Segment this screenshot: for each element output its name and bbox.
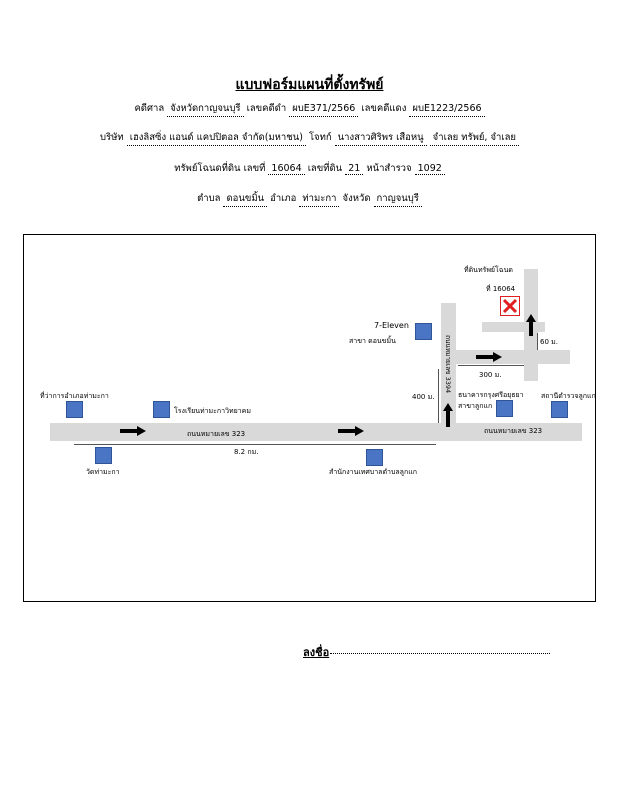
- dist-300-label: 300 ม.: [479, 371, 502, 379]
- dist-60-label: 60 ม.: [540, 338, 558, 346]
- dist-60-line: [537, 333, 538, 350]
- district-value: ท่ามะกา: [299, 191, 339, 207]
- company-value: เฮงลิสซิ่ง แอนด์ แคปปิตอล จำกัด(มหาชน): [127, 130, 306, 146]
- land-no-label: เลขที่ดิน: [307, 163, 343, 174]
- court-label: คดีศาล: [134, 103, 165, 114]
- arrow-right-icon: [120, 426, 146, 436]
- header-line-4: [0, 191, 619, 207]
- arrow-up-icon: [443, 403, 453, 427]
- arrow-right-icon: [476, 352, 502, 362]
- district-label: อำเภอ: [270, 193, 297, 204]
- signature-field[interactable]: [330, 653, 550, 654]
- deed-value: 16064: [268, 163, 304, 175]
- defendant-value: นางสาวศิริพร เสือหนู: [335, 130, 427, 146]
- page-title: แบบฟอร์มแผนที่ตั้งทรัพย์: [235, 77, 384, 93]
- arrow-right-icon: [338, 426, 364, 436]
- header-line-3: [0, 161, 619, 176]
- side-road: [456, 350, 570, 364]
- defendant-suffix: จำเลย ทรัพย์, จำเลย: [430, 130, 519, 146]
- district-office-icon: [66, 401, 83, 418]
- temple-label: วัดท่ามะกา: [86, 468, 120, 476]
- dist-8-2-label: 8.2 กม.: [234, 448, 259, 456]
- seven-eleven-icon: [415, 323, 432, 340]
- court-value: จังหวัดกาญจนบุรี: [167, 101, 243, 117]
- dist-400-line: [438, 369, 439, 423]
- dist-400-label: 400 ม.: [412, 393, 435, 401]
- krungsri-bank-label: ธนาคารกรุงศรีอยุธยา: [458, 391, 524, 399]
- school-icon: [153, 401, 170, 418]
- black-case-value: ผบE371/2566: [289, 101, 358, 117]
- location-map: [23, 234, 596, 602]
- province-label: จังหวัด: [342, 193, 371, 204]
- road-323-left-label: ถนนหมายเลข 323: [187, 430, 246, 438]
- black-case-label: เลขคดีดำ: [246, 103, 287, 114]
- road-323-right-label: ถนนหมายเลข 323: [484, 427, 543, 435]
- krungsri-branch-label: สาขาลูกแก: [458, 402, 493, 410]
- survey-label: หน้าสำรวจ: [366, 163, 412, 174]
- land-no-value: 21: [345, 163, 363, 175]
- subdistrict-label: ตำบล: [197, 193, 221, 204]
- seven-eleven-branch: สาขา ดอนขมิ้น: [349, 337, 396, 345]
- property-label: ที่ดินทรัพย์โฉนด: [464, 266, 513, 274]
- seven-eleven-label: 7-Eleven: [374, 321, 409, 330]
- signature-label: ลงชื่อ: [303, 646, 330, 659]
- dist-8-2-line: [74, 444, 436, 445]
- school-label: โรงเรียนท่ามะกาวิทยาคม: [174, 407, 251, 415]
- temple-icon: [95, 447, 112, 464]
- property-marker-icon: [500, 296, 520, 316]
- company-label: บริษัท: [100, 132, 124, 143]
- police-station-icon: [551, 401, 568, 418]
- police-station-label: สถานีตำรวจลูกแก: [541, 392, 596, 400]
- property-number: ที่ 16064: [486, 285, 516, 293]
- red-case-label: เลขคดีแดง: [361, 103, 407, 114]
- header-line-2: [0, 130, 619, 146]
- municipal-office-label: สำนักงานเทศบาลตำบลลูกแก: [329, 468, 417, 476]
- road-3394-label: ถนนหมายเลข 3394: [444, 335, 452, 394]
- dist-300-line: [458, 365, 524, 366]
- plaintiff-label: โจทก์: [308, 132, 332, 143]
- red-case-value: ผบE1223/2566: [409, 101, 484, 117]
- subdistrict-value: ดอนขมิ้น: [223, 191, 267, 207]
- municipal-office-icon: [366, 449, 383, 466]
- survey-value: 1092: [415, 163, 445, 175]
- province-value: กาญจนบุรี: [374, 191, 422, 207]
- krungsri-bank-icon: [496, 400, 513, 417]
- district-office-label: ที่ว่าการอำเภอท่ามะกา: [40, 392, 109, 400]
- arrow-up-icon: [526, 314, 536, 336]
- header-line-1: [0, 101, 619, 117]
- deed-label: ทรัพย์โฉนดที่ดิน เลขที่: [174, 163, 266, 174]
